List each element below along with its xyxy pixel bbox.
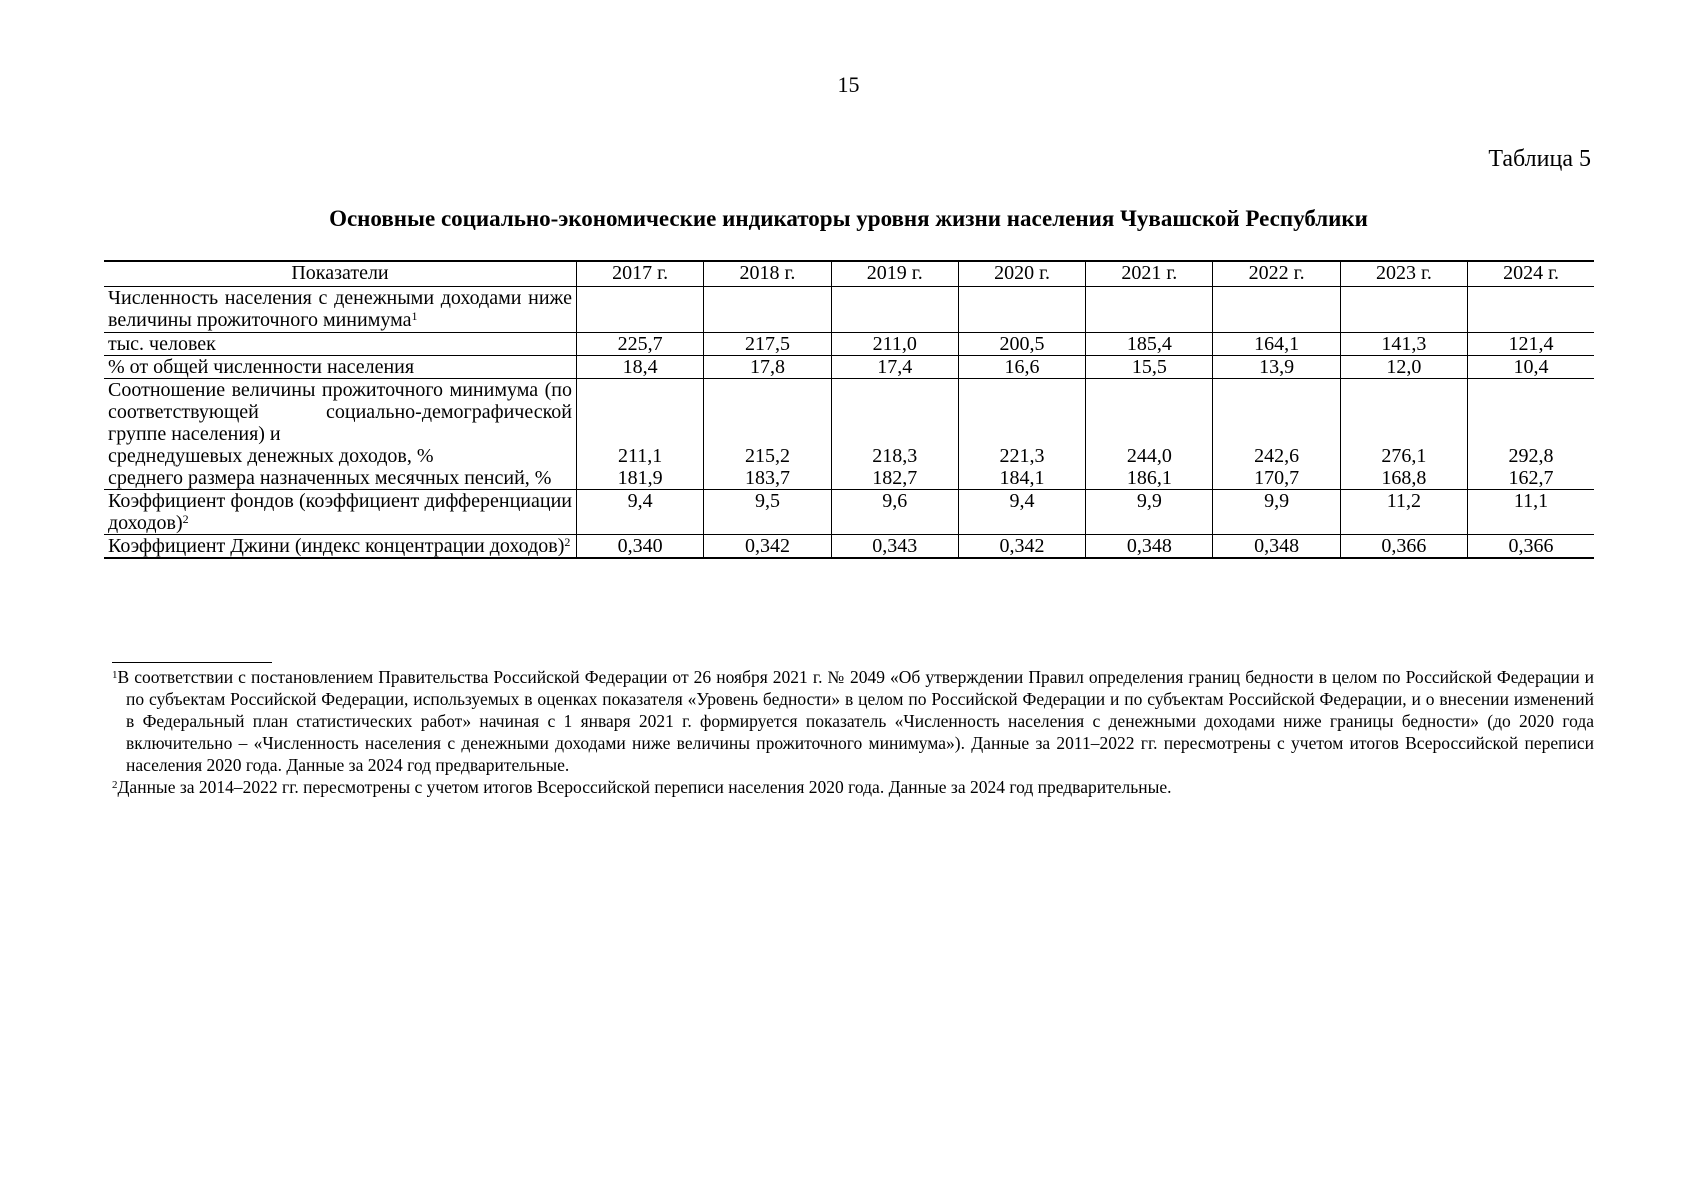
footnote-text: Данные за 2014–2022 гг. пересмотрены с учетом итогов Всероссийской переписи населения 2020 года. Данные за 2024 год предварительные. <box>117 777 1172 797</box>
row-value: 185,4 <box>1086 333 1213 356</box>
row-value: 0,348 <box>1086 535 1213 559</box>
row-value: 11,1 <box>1468 490 1594 535</box>
footnote-mark: 1 <box>112 669 118 681</box>
row-value: 15,5 <box>1086 356 1213 379</box>
row-label: Соотношение величины прожиточного минимума (по соответствующей социально-демографической группе населения) и <box>108 379 572 445</box>
row-value <box>1468 287 1594 333</box>
row-value: 211,1 <box>577 445 704 467</box>
row-value <box>704 287 831 333</box>
row-value <box>1213 379 1340 446</box>
row-label: среднедушевых денежных доходов, % <box>108 445 434 467</box>
row-label: Коэффициент фондов (коэффициент дифференциации доходов)$^2$ <box>104 490 577 535</box>
footnote-2 <box>112 776 1594 798</box>
row-value: 211,0 <box>831 333 958 356</box>
row-value <box>1213 287 1340 333</box>
row-value: 182,7 <box>831 467 958 490</box>
header-year: 2017 г. <box>577 261 704 287</box>
footnote-ref: 2 <box>564 535 571 549</box>
table-row <box>104 467 1594 490</box>
footnote-ref: 2 <box>182 512 189 526</box>
row-value: 9,4 <box>958 490 1085 535</box>
table-label: Таблица 5 <box>1488 146 1591 172</box>
table-row <box>104 356 1594 379</box>
table-row <box>104 287 1594 333</box>
row-value: 242,6 <box>1213 445 1340 467</box>
table-row <box>104 379 1594 446</box>
row-value: 12,0 <box>1340 356 1467 379</box>
header-year: 2024 г. <box>1468 261 1594 287</box>
row-value <box>704 379 831 446</box>
header-indicators: Показатели <box>104 261 577 287</box>
row-value: 292,8 <box>1468 445 1594 467</box>
row-label: % от общей численности населения <box>104 356 577 379</box>
row-value: 0,342 <box>704 535 831 559</box>
row-value: 141,3 <box>1340 333 1467 356</box>
row-value: 170,7 <box>1213 467 1340 490</box>
row-label: тыс. человек <box>104 333 577 356</box>
row-value: 164,1 <box>1213 333 1340 356</box>
row-value: 0,366 <box>1340 535 1467 559</box>
row-value: 168,8 <box>1340 467 1467 490</box>
row-value: 0,348 <box>1213 535 1340 559</box>
row-value: 181,9 <box>577 467 704 490</box>
row-value: 16,6 <box>958 356 1085 379</box>
footnote-mark: 2 <box>112 779 118 791</box>
row-value: 9,6 <box>831 490 958 535</box>
table-title: Основные социально-экономические индикаторы уровня жизни населения Чувашской Республики <box>329 206 1368 231</box>
indicators-table <box>104 260 1594 559</box>
row-value: 18,4 <box>577 356 704 379</box>
row-value: 225,7 <box>577 333 704 356</box>
row-label: среднего размера назначенных месячных пенсий, % <box>104 467 577 490</box>
table-header-row <box>104 261 1594 287</box>
row-value: 276,1 <box>1340 445 1467 467</box>
row-value <box>1468 379 1594 446</box>
row-value <box>1340 379 1467 446</box>
row-value <box>577 379 704 446</box>
row-value <box>831 379 958 446</box>
header-year: 2023 г. <box>1340 261 1467 287</box>
row-value: 186,1 <box>1086 467 1213 490</box>
row-value: 13,9 <box>1213 356 1340 379</box>
row-value <box>1086 287 1213 333</box>
row-value: 9,9 <box>1213 490 1340 535</box>
row-label: Численность населения с денежными доходами ниже величины прожиточного минимума$^1$ <box>104 287 577 333</box>
row-value <box>1340 287 1467 333</box>
row-value: 221,3 <box>958 445 1085 467</box>
row-value: 200,5 <box>958 333 1085 356</box>
header-year: 2021 г. <box>1086 261 1213 287</box>
row-value: 9,9 <box>1086 490 1213 535</box>
row-value: 162,7 <box>1468 467 1594 490</box>
row-value: 184,1 <box>958 467 1085 490</box>
row-value: 244,0 <box>1086 445 1213 467</box>
header-year: 2020 г. <box>958 261 1085 287</box>
table-row <box>104 490 1594 535</box>
footnote-divider <box>112 662 272 663</box>
row-value: 183,7 <box>704 467 831 490</box>
header-year: 2019 г. <box>831 261 958 287</box>
row-value <box>958 287 1085 333</box>
row-value: 218,3 <box>831 445 958 467</box>
footnote-text: В соответствии с постановлением Правительства Российской Федерации от 26 ноября 2021 г. № 2049 «Об утверждении Правил определения границ бедности в целом по Российской Федерации и по субъектам Российской Федерации, используемых в оценках показателя «Уровень бедности» в целом по Российской Федерации и по субъектам Российской Федерации, и о внесении изменений в Федеральный план статистических работ» начиная с 1 января 2021 г. формируется показатель «Численность населения с денежными доходами ниже границы бедности» (до 2020 года включительно – «Численность населения с денежными доходами ниже величины прожиточного минимума»). Данные за 2011–2022 гг. пересмотрены с учетом итогов Всероссийской переписи населения 2020 года. Данные за 2024 год предварительные. <box>117 667 1594 775</box>
table-row <box>104 333 1594 356</box>
footnotes <box>112 666 1594 798</box>
row-value: 0,340 <box>577 535 704 559</box>
row-value <box>1086 379 1213 446</box>
row-value: 17,4 <box>831 356 958 379</box>
row-value <box>577 287 704 333</box>
header-year: 2018 г. <box>704 261 831 287</box>
page-number: 15 <box>837 72 860 97</box>
row-label: Коэффициент Джини (индекс концентрации доходов)$^2$ <box>104 535 577 559</box>
row-value: 121,4 <box>1468 333 1594 356</box>
row-value: 17,8 <box>704 356 831 379</box>
row-value <box>831 287 958 333</box>
table-row <box>104 445 1594 467</box>
row-value: 10,4 <box>1468 356 1594 379</box>
row-value: 0,343 <box>831 535 958 559</box>
row-value: 217,5 <box>704 333 831 356</box>
row-value: 9,4 <box>577 490 704 535</box>
row-value: 0,366 <box>1468 535 1594 559</box>
row-value <box>958 379 1085 446</box>
footnote-1 <box>112 666 1594 776</box>
row-value: 0,342 <box>958 535 1085 559</box>
row-value: 9,5 <box>704 490 831 535</box>
header-year: 2022 г. <box>1213 261 1340 287</box>
footnote-ref: 1 <box>411 309 418 323</box>
row-value: 11,2 <box>1340 490 1467 535</box>
row-value: 215,2 <box>704 445 831 467</box>
table-row <box>104 535 1594 559</box>
